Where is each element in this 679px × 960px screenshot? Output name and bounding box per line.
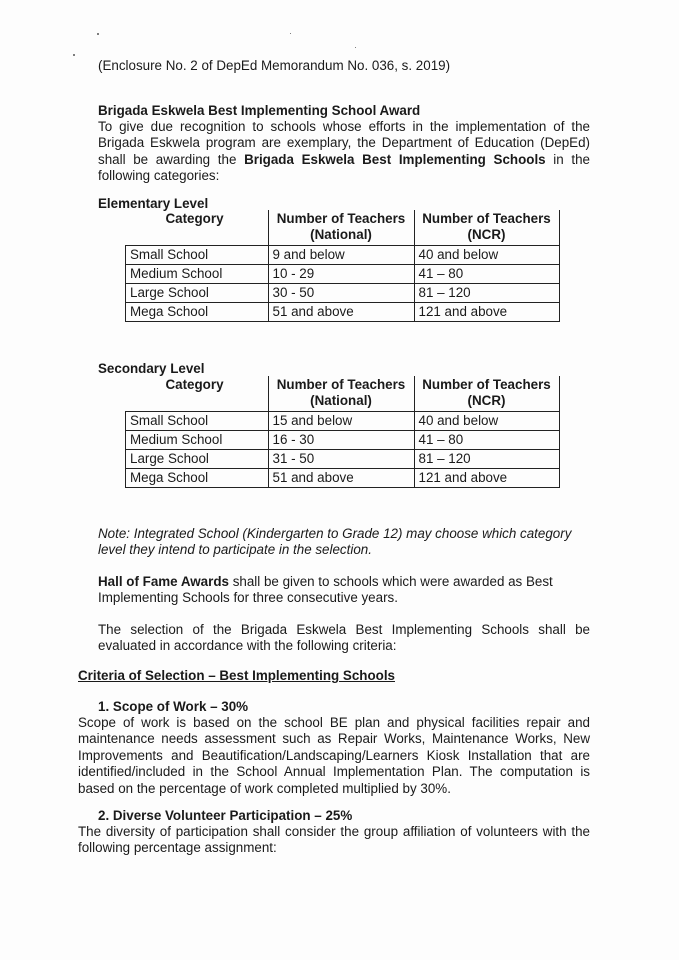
criteria-heading: Criteria of Selection – Best Implementing Schools	[78, 668, 395, 683]
table-cell: 9 and below	[268, 246, 414, 265]
award-intro	[98, 119, 590, 185]
table-cell: Small School	[126, 412, 269, 431]
intro-text-end: in the following categories:	[98, 151, 590, 184]
criterion-heading: 1. Scope of Work – 30%	[98, 699, 249, 714]
table-row	[126, 469, 560, 488]
table-cell: 10 - 29	[268, 265, 414, 284]
selection-paragraph: The selection of the Brigada Eskwela Best Implementing Schools shall be evaluated in accordance with the following criteria:	[98, 622, 590, 654]
table-row	[126, 431, 560, 450]
criterion-text: The diversity of participation shall consider the group affiliation of volunteers with the following percentage assignment:	[78, 824, 590, 856]
table-cell: Medium School	[126, 265, 269, 284]
table-row	[126, 412, 560, 431]
table-cell: Small School	[126, 246, 269, 265]
secondary-level-heading: Secondary Level	[98, 361, 205, 376]
table-row	[126, 284, 560, 303]
integrated-school-note: Note: Integrated School (Kindergarten to Grade 12) may choose which category level they intend to participate in the selection.	[98, 526, 572, 558]
table-cell: Mega School	[126, 469, 269, 488]
table-cell: 51 and above	[268, 469, 414, 488]
elementary-table	[125, 210, 560, 322]
secondary-table	[125, 376, 560, 488]
table-row	[126, 450, 560, 469]
hall-of-fame-paragraph	[98, 574, 588, 607]
table-cell: 30 - 50	[268, 284, 414, 303]
enclosure-reference: (Enclosure No. 2 of DepEd Memorandum No. 036, s. 2019)	[98, 58, 451, 73]
table-cell: Large School	[126, 450, 269, 469]
table-row	[126, 246, 560, 265]
hall-of-fame-text: shall be given to schools which were awarded as Best Implementing Schools for three consecutive years.	[98, 574, 553, 606]
criterion-text: Scope of work is based on the school BE plan and physical facilities repair and maintenance needs assessment such as Repair Works, Maintenance Works, New Improvements and Beautification/Landscaping/Learners Kiosk Installation that are identified/included in the School Annual Implementation Plan. The computation is based on the percentage of work completed multiplied by 30%.	[78, 715, 590, 796]
scan-speck	[73, 54, 75, 56]
header-ncr: Number of Teachers (NCR)	[414, 210, 559, 246]
table-cell: 31 - 50	[268, 450, 414, 469]
table-cell: 81 – 120	[414, 450, 559, 469]
intro-text: To give due recognition to schools whose efforts in the implementation of the Brigada Eskwela program are exemplary, the Department of Education (DepEd) shall be awarding the	[98, 119, 590, 167]
header-category: Category	[126, 376, 269, 412]
table-cell: 121 and above	[414, 469, 559, 488]
intro-bold-text: Brigada Eskwela Best Implementing Schools	[244, 151, 546, 167]
table-cell: 121 and above	[414, 303, 559, 322]
table-row	[126, 265, 560, 284]
hall-of-fame-label: Hall of Fame Awards	[98, 574, 229, 589]
scan-speck	[355, 47, 356, 48]
header-ncr: Number of Teachers (NCR)	[414, 376, 559, 412]
table-cell: 81 – 120	[414, 284, 559, 303]
table-header-row	[126, 210, 560, 246]
table-row	[126, 303, 560, 322]
header-category: Category	[126, 210, 269, 246]
elementary-level-heading: Elementary Level	[98, 196, 209, 211]
table-cell: Large School	[126, 284, 269, 303]
header-national: Number of Teachers (National)	[268, 376, 414, 412]
scan-speck	[290, 33, 291, 34]
award-title: Brigada Eskwela Best Implementing School Award	[98, 103, 421, 118]
table-cell: Mega School	[126, 303, 269, 322]
table-cell: 51 and above	[268, 303, 414, 322]
criterion-heading: 2. Diverse Volunteer Participation – 25%	[98, 808, 353, 823]
table-cell: 40 and below	[414, 246, 559, 265]
table-cell: 40 and below	[414, 412, 559, 431]
header-national: Number of Teachers (National)	[268, 210, 414, 246]
table-cell: 41 – 80	[414, 431, 559, 450]
table-cell: 15 and below	[268, 412, 414, 431]
table-cell: 16 - 30	[268, 431, 414, 450]
scan-speck	[97, 33, 99, 35]
table-cell: 41 – 80	[414, 265, 559, 284]
table-header-row	[126, 376, 560, 412]
table-cell: Medium School	[126, 431, 269, 450]
